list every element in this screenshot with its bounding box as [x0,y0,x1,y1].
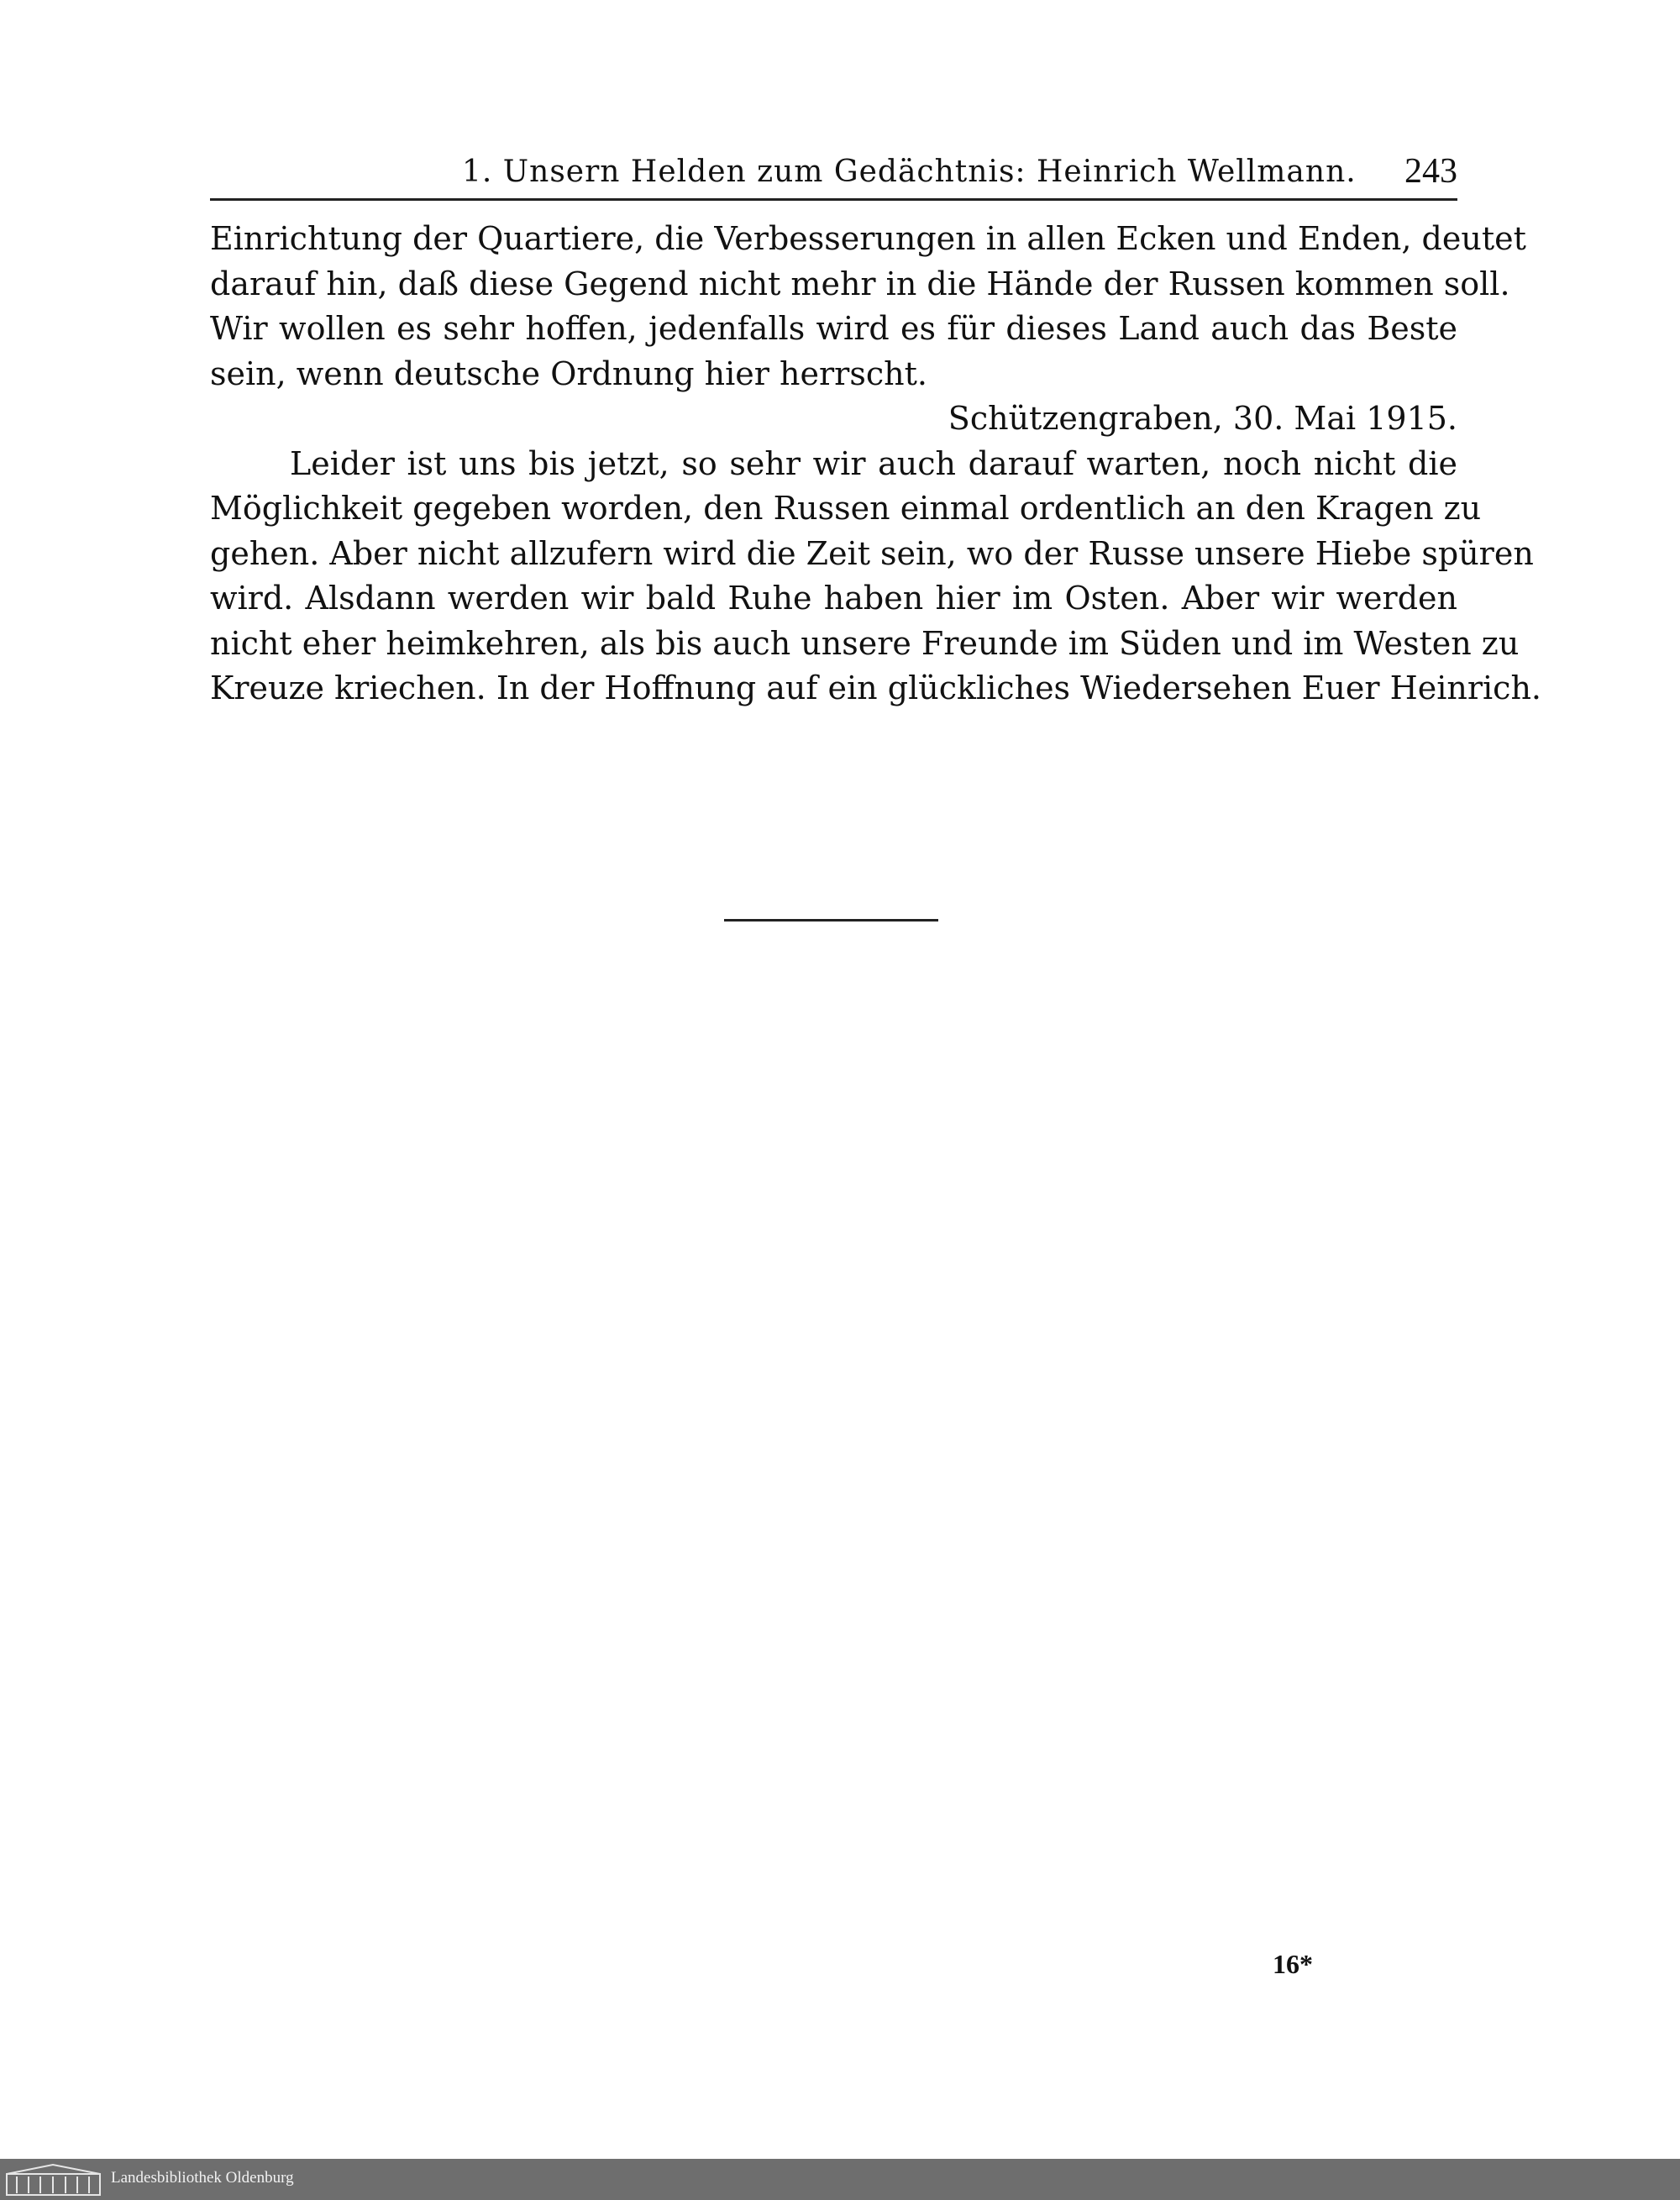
footer-label: Landesbibliothek Oldenburg [111,2169,294,2187]
text-line: darauf hin, daß diese Gegend nicht mehr in die Hände der Russen kommen soll. [210,265,1510,302]
body-text [210,217,1541,711]
text-line: Möglichkeit gegeben worden, den Russen einmal ordentlich an den Kragen zu [210,490,1482,527]
text-line: Wir wollen es sehr hoffen, jedenfalls wird es für dieses Land auch das Beste [210,310,1457,347]
header-rule [210,198,1457,201]
signature-mark: 16* [1273,1949,1313,1979]
text-line: sein, wenn deutsche Ordnung hier herrscht. [210,354,927,392]
section-divider [724,919,938,921]
text-line: Kreuze kriechen. In der Hoffnung auf ein glückliches Wiedersehen Euer Heinrich. [210,669,1541,706]
library-building-icon [5,2162,102,2197]
page-number: 243 [1404,152,1457,191]
footer-bar [0,2159,1680,2200]
text-line: wird. Alsdann werden wir bald Ruhe haben hier im Osten. Aber wir werden [210,580,1457,617]
text-line: Leider ist uns bis jetzt, so sehr wir auch darauf warten, noch nicht die [290,444,1457,482]
page-header [210,151,1457,195]
running-title: 1. Unsern Helden zum Gedächtnis: Heinrich Wellmann. [462,155,1357,189]
dateline: Schützengraben, 30. Mai 1915. [948,400,1457,437]
text-line: Einrichtung der Quartiere, die Verbesserungen in allen Ecken und Enden, deutet [210,220,1526,257]
text-line: nicht eher heimkehren, als bis auch unsere Freunde im Süden und im Westen zu [210,624,1520,662]
text-line: gehen. Aber nicht allzufern wird die Zeit sein, wo der Russe unsere Hiebe spüren [210,534,1534,572]
